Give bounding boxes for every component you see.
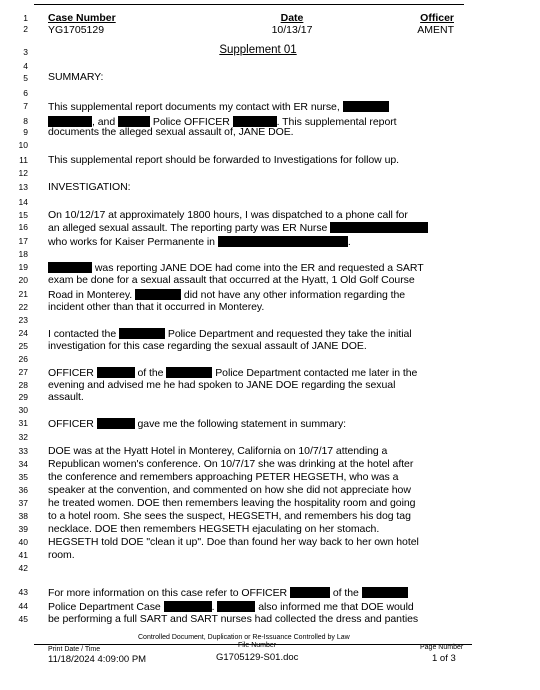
text-span: an alleged sexual assault. The reporting party was ER Nurse xyxy=(48,222,328,234)
controlled-notice: Controlled Document, Duplication or Re-Issuance Controlled by Law xyxy=(138,634,350,641)
line-number: 13 xyxy=(18,182,28,192)
line-number: 35 xyxy=(18,472,28,482)
print-date-value: 11/18/2024 4:09:00 PM xyxy=(48,654,147,665)
officer-block xyxy=(402,12,454,36)
text-span: , and xyxy=(92,116,116,128)
date-label: Date xyxy=(280,12,304,24)
top-rule xyxy=(34,4,464,5)
body-line: HEGSETH told DOE "clean it up". Doe than found her way back to her own hotel xyxy=(48,536,419,548)
line-number: 8 xyxy=(23,116,28,126)
line-number: 32 xyxy=(18,432,28,442)
text-span: Road in Monterey. xyxy=(48,289,133,301)
print-date-label: Print Date / Time xyxy=(48,646,101,653)
body-line: Republican women's conference. On 10/7/17 she was drinking at the hotel after xyxy=(48,458,414,470)
line-number: 14 xyxy=(18,197,28,207)
body-line: room. xyxy=(48,549,75,561)
redaction-block xyxy=(166,367,212,378)
line-number: 37 xyxy=(18,498,28,508)
redaction-block xyxy=(97,418,135,429)
text-span: also informed me that DOE would xyxy=(258,601,414,613)
date-block xyxy=(262,12,322,36)
line-number: 15 xyxy=(18,210,28,220)
body-line: exam be done for a sexual assault that occurred at the Hyatt, 1 Old Golf Course xyxy=(48,274,415,286)
redaction-block xyxy=(97,367,135,378)
text-span: . xyxy=(211,601,215,613)
text-span: Police Department and requested they take the initial xyxy=(167,328,412,340)
redaction-block xyxy=(330,222,428,233)
line-number: 45 xyxy=(18,614,28,624)
body-line xyxy=(48,236,351,248)
line-number: 38 xyxy=(18,511,28,521)
line-number: 20 xyxy=(18,275,28,285)
redaction-block xyxy=(135,289,181,300)
text-span: of the xyxy=(332,587,359,599)
body-line: to a hotel room. She sees the suspect, HEGSETH, and remembers his dog tag xyxy=(48,510,411,522)
body-line: incident other than that it occurred in Monterey. xyxy=(48,301,265,313)
redaction-block xyxy=(164,601,212,612)
line-number: 33 xyxy=(18,446,28,456)
line-number: 26 xyxy=(18,354,28,364)
line-number: 11 xyxy=(19,155,28,165)
body-line: assault. xyxy=(48,391,84,403)
text-span: who works for Kaiser Permanente in xyxy=(48,236,215,248)
officer-label: Officer xyxy=(420,12,454,24)
line-number: 6 xyxy=(23,88,28,98)
text-span: gave me the following statement in summary: xyxy=(137,418,347,430)
line-number: 2 xyxy=(23,24,28,34)
body-line xyxy=(48,262,424,274)
officer-value: AMENT xyxy=(417,24,454,36)
body-line: This supplemental report should be forwarded to Investigations for follow up. xyxy=(48,154,400,166)
case-number-label: Case Number xyxy=(48,12,116,24)
line-number: 3 xyxy=(23,47,28,57)
text-span: was reporting JANE DOE had come into the ER and requested a SART xyxy=(94,262,424,274)
text-span: Police OFFICER xyxy=(152,116,230,128)
text-span: Police Department Case xyxy=(48,601,161,613)
line-number: 41 xyxy=(18,550,28,560)
text-span: of the xyxy=(137,367,164,379)
body-line: necklace. DOE then remembers HEGSETH ejaculating on her stomach. xyxy=(48,523,380,535)
line-number: 7 xyxy=(23,101,28,111)
line-number: 4 xyxy=(23,61,28,71)
text-span: OFFICER xyxy=(48,367,94,379)
line-number: 25 xyxy=(18,341,28,351)
page-number-value: 1 of 3 xyxy=(432,653,456,664)
text-span: . xyxy=(347,236,351,248)
body-line: DOE was at the Hyatt Hotel in Monterey, California on 10/7/17 attending a xyxy=(48,445,388,457)
body-line xyxy=(48,367,417,379)
body-line xyxy=(48,418,346,430)
body-line xyxy=(48,289,405,301)
redaction-block xyxy=(218,236,348,247)
line-number: 31 xyxy=(18,418,28,428)
line-number: 43 xyxy=(18,587,28,597)
line-number: 17 xyxy=(18,236,28,246)
body-line: be performing a full SART and SART nurses had collected the dress and panties xyxy=(48,613,419,625)
text-span: Police Department contacted me later in the xyxy=(215,367,418,379)
line-number: 27 xyxy=(18,367,28,377)
redaction-block xyxy=(290,587,330,598)
body-line: speaker at the convention, and commented on how she did not appreciate how xyxy=(48,484,411,496)
body-line xyxy=(48,328,412,340)
page-number-label: Page Number xyxy=(420,644,464,651)
date-value: 10/13/17 xyxy=(271,24,313,36)
line-number: 18 xyxy=(18,249,28,259)
text-span: did not have any other information regarding the xyxy=(183,289,406,301)
line-number: 42 xyxy=(18,563,28,573)
body-line xyxy=(48,101,389,113)
text-span: . This supplemental report xyxy=(276,116,397,128)
body-line xyxy=(48,222,428,234)
line-number: 29 xyxy=(18,392,28,402)
redaction-block xyxy=(217,601,255,612)
body-line: evening and advised me he had spoken to JANE DOE regarding the sexual xyxy=(48,379,396,391)
redaction-block xyxy=(343,101,389,112)
redaction-block xyxy=(48,262,92,273)
body-line: investigation for this case regarding the sexual assault of JANE DOE. xyxy=(48,340,367,352)
redaction-block xyxy=(362,587,408,598)
body-line: On 10/12/17 at approximately 1800 hours, I was dispatched to a phone call for xyxy=(48,209,408,221)
line-number: 5 xyxy=(23,73,28,83)
line-number: 22 xyxy=(18,302,28,312)
body-line: he treated women. DOE then remembers leaving the hospitality room and going xyxy=(48,497,416,509)
line-number: 24 xyxy=(18,328,28,338)
file-number-label: File Number xyxy=(238,642,277,649)
line-number: 28 xyxy=(18,380,28,390)
line-number: 9 xyxy=(23,127,28,137)
page-title: Supplement 01 xyxy=(219,44,297,56)
text-span: OFFICER xyxy=(48,418,94,430)
line-number: 12 xyxy=(18,168,28,178)
case-number-value: YG1705129 xyxy=(48,24,105,36)
file-number-value: G1705129-S01.doc xyxy=(216,652,299,663)
body-line: documents the alleged sexual assault of, JANE DOE. xyxy=(48,126,294,138)
body-line xyxy=(48,587,408,599)
body-line: the conference and remembers approaching PETER HEGSETH, who was a xyxy=(48,471,399,483)
line-number: 30 xyxy=(18,405,28,415)
line-number: 40 xyxy=(18,537,28,547)
line-number: 44 xyxy=(18,601,28,611)
line-number: 16 xyxy=(18,222,28,232)
investigation-heading: INVESTIGATION: xyxy=(48,181,131,193)
line-number: 21 xyxy=(18,289,28,299)
line-number: 1 xyxy=(23,13,28,23)
line-number: 10 xyxy=(18,140,28,150)
body-line xyxy=(48,601,414,613)
redaction-block xyxy=(119,328,165,339)
line-number: 36 xyxy=(18,485,28,495)
line-number: 19 xyxy=(18,262,28,272)
text-span: For more information on this case refer to OFFICER xyxy=(48,587,288,599)
summary-heading: SUMMARY: xyxy=(48,71,104,83)
line-number: 39 xyxy=(18,524,28,534)
text-span: I contacted the xyxy=(48,328,117,340)
line-number: 23 xyxy=(18,315,28,325)
text-span: This supplemental report documents my contact with ER nurse, xyxy=(48,101,340,113)
case-number-block xyxy=(48,12,116,36)
line-number: 34 xyxy=(18,459,28,469)
